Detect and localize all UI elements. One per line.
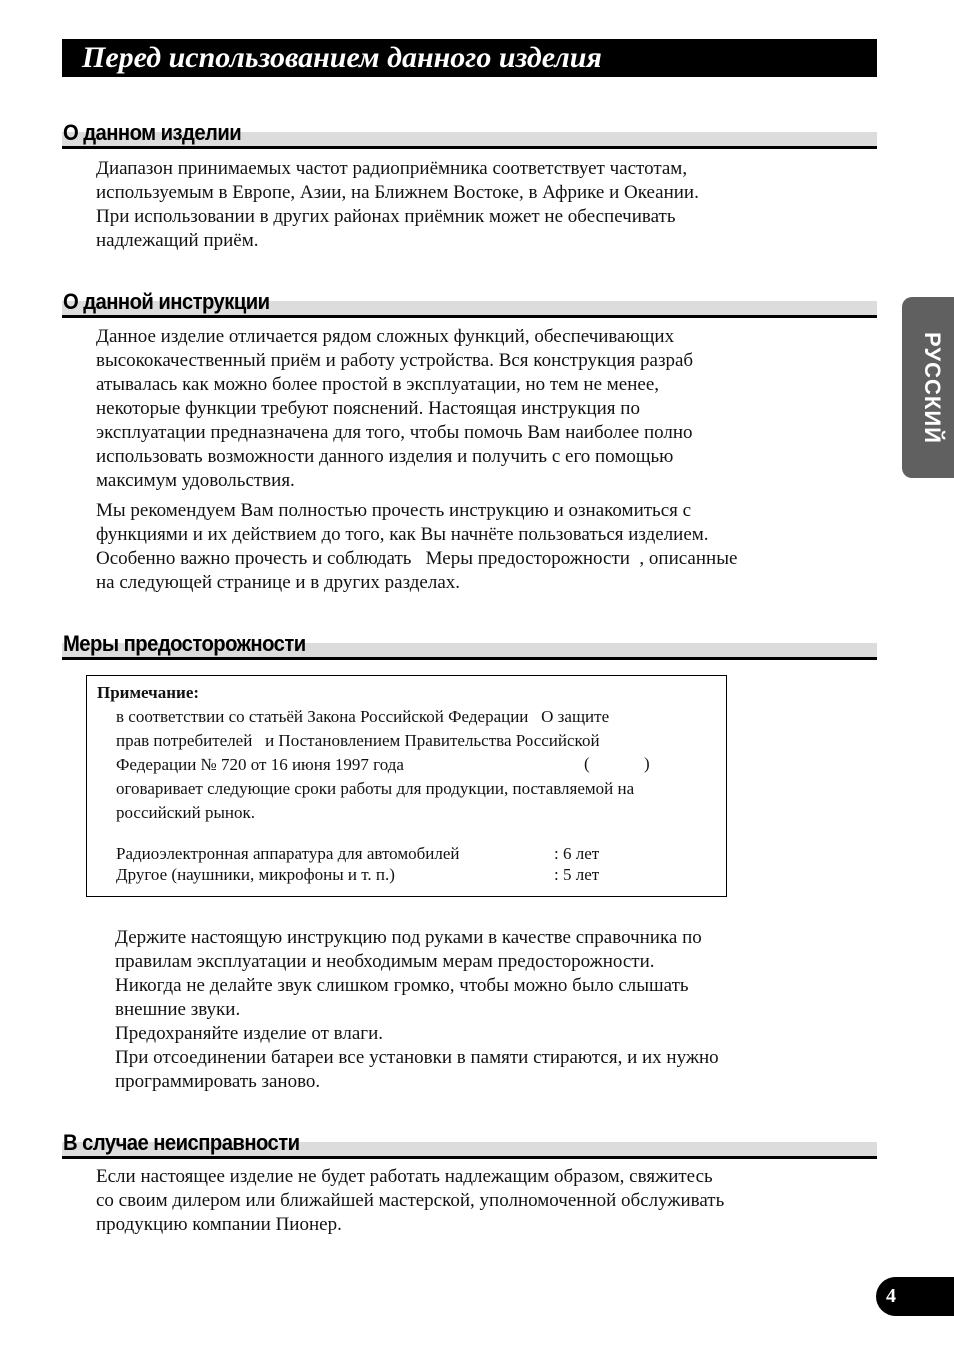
text-line: надлежащий приём. [96,230,259,251]
page-title: Перед использованием данного изделия [62,39,877,77]
heading-rule [62,146,877,149]
text-line: со своим дилером или ближайшей мастерской, уполномоченной обслуживать [96,1190,725,1211]
text-line: эксплуатации предназначена для того, чтобы помочь Вам наиболее полно [96,422,693,443]
text-line: При использовании в других районах приёмник может не обеспечивать [96,206,676,227]
service-life-value: : 5 лет [554,865,600,884]
about-manual-paragraph-1 [96,325,856,493]
list-item-line: Предохраняйте изделие от влаги. [115,1023,384,1044]
text-line: Особенно важно прочесть и соблюдать Меры предосторожности , описанные [96,548,738,569]
text-line: в соответствии со статьёй Закона Российской Федерации О защите [116,707,610,726]
malfunction-paragraph [96,1165,856,1237]
list-item-line: правилам эксплуатации и необходимым мерам предосторожности. [115,951,655,972]
text-line: Федерации № 720 от 16 июня 1997 года [116,755,404,774]
service-life-value: : 6 лет [554,844,600,863]
page-number: 4 [886,1285,896,1307]
text-line: Данное изделие отличается рядом сложных функций, обеспечивающих [96,326,675,347]
section-heading-label: В случае неисправности [63,1130,300,1155]
heading-rule [62,1156,877,1159]
section-heading-about-product [62,121,877,149]
list-item-line: Никогда не делайте звук слишком громко, чтобы можно было слышать [115,975,689,996]
list-item-line: При отсоединении батареи все установки в памяти стираются, и их нужно [115,1047,719,1068]
text-line: использовать возможности данного изделия и получить с его помощью [96,446,674,467]
note-paren-close: ) [644,754,650,773]
text-line: оговаривает следующие сроки работы для продукции, поставляемой на [116,779,635,798]
section-heading-malfunction [62,1131,877,1159]
text-line: высококачественный приём и работу устройства. Вся конструкция разраб [96,350,694,371]
text-line: максимум удовольствия. [96,470,295,491]
section-heading-precautions [62,632,877,660]
about-manual-paragraph-2 [96,499,856,595]
precautions-list [115,926,855,1094]
text-line: атывалась как можно более простой в эксплуатации, но тем не менее, [96,374,660,395]
section-heading-label: Меры предосторожности [63,631,306,656]
list-item-line: программировать заново. [115,1071,321,1092]
about-product-paragraph [96,157,856,253]
text-line: Диапазон принимаемых частот радиоприёмника соответствует частотам, [96,158,688,179]
text-line: продукцию компании Пионер. [96,1214,342,1235]
service-life-row [116,843,600,864]
list-item-line: Держите настоящую инструкцию под руками в качестве справочника по [115,927,702,948]
note-paren-open: ( [584,754,590,773]
text-line: используемым в Европе, Азии, на Ближнем Востоке, в Африке и Океании. [96,182,699,203]
heading-rule [62,315,877,318]
language-tab-label: РУССКИЙ [920,331,945,444]
note-title: Примечание: [97,683,200,702]
list-item-line: внешние звуки. [115,999,241,1020]
text-line: некоторые функции требуют пояснений. Настоящая инструкция по [96,398,640,419]
section-heading-label: О данном изделии [63,120,242,145]
text-line: функциями и их действием до того, как Вы начнёте пользоваться изделием. [96,524,709,545]
text-line: российский рынок. [116,803,255,822]
text-line: прав потребителей и Постановлением Правительства Российской [116,731,600,750]
note-body [116,705,634,825]
text-line: Если настоящее изделие не будет работать надлежащим образом, свяжитесь [96,1166,713,1187]
language-tab [902,297,954,478]
text-line: на следующей странице и в других разделах. [96,572,461,593]
section-heading-label: О данной инструкции [63,289,270,314]
service-life-label: Радиоэлектронная аппаратура для автомобилей [116,844,460,863]
section-heading-about-manual [62,290,877,318]
service-life-label: Другое (наушники, микрофоны и т. п.) [116,865,395,884]
service-life-row [116,864,600,885]
text-line: Мы рекомендуем Вам полностью прочесть инструкцию и ознакомиться с [96,500,692,521]
heading-rule [62,657,877,660]
page-number-badge [876,1277,954,1316]
note-box [86,675,727,897]
